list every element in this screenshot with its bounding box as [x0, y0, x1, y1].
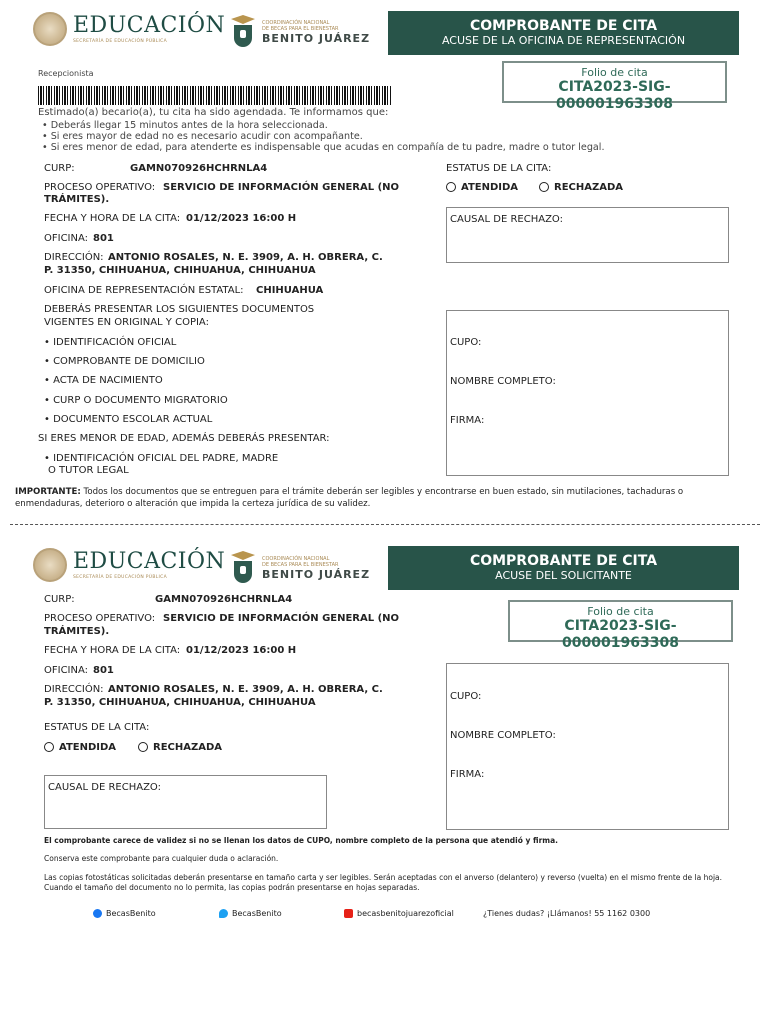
benito-juarez-logo: [230, 15, 370, 49]
office-signature-box[interactable]: [446, 310, 729, 476]
office-address-label: DIRECCIÓN:: [44, 252, 104, 263]
office-office-value: 801: [93, 233, 114, 244]
attended-label: ATENDIDA: [461, 182, 519, 193]
help-text: ¿Tienes dudas? ¡Llámanos! 55 1162 0300: [483, 909, 651, 918]
doc-item: • CURP O DOCUMENTO MIGRATORIO: [44, 395, 228, 406]
applicant-process-label: PROCESO OPERATIVO:: [44, 613, 156, 624]
bullet-2: • Si eres mayor de edad no es necesario acudir con acompañante.: [42, 131, 363, 142]
applicant-signature-box[interactable]: [446, 663, 729, 830]
applicant-folio-box: [508, 600, 733, 651]
office-process-label: PROCESO OPERATIVO:: [44, 182, 156, 193]
intro-text: Estimado(a) becario(a), tu cita ha sido agendada. Te informamos que:: [38, 107, 389, 118]
applicant-datetime-label: FECHA Y HORA DE LA CITA:: [44, 645, 181, 656]
applicant-status-attended[interactable]: [44, 742, 116, 754]
applicant-office-value: 801: [93, 665, 114, 676]
doc-item: • COMPROBANTE DE DOMICILIO: [44, 356, 205, 367]
validity-note: El comprobante carece de validez si no se llenan los datos de CUPO, nombre completo de la persona que atendió y firma.: [44, 836, 558, 845]
education-logo-sub: SECRETARÍA DE EDUCACIÓN PÚBLICA: [73, 38, 167, 44]
office-datetime-value: 01/12/2023 16:00 H: [186, 213, 297, 224]
bj-line2: DE BECAS PARA EL BIENESTAR: [262, 561, 339, 568]
receptionist-label: Recepcionista: [38, 69, 94, 78]
barcode: [38, 86, 392, 105]
applicant-status-rejected[interactable]: [138, 742, 222, 754]
radio-rejected-icon[interactable]: [138, 742, 148, 752]
office-curp-value: GAMN070926HCHRNLA4: [130, 163, 268, 174]
attended-label: ATENDIDA: [59, 742, 117, 753]
youtube-handle: becasbenitojuarezoficial: [357, 909, 454, 918]
twitter-link[interactable]: [219, 909, 282, 918]
applicant-datetime-value: 01/12/2023 16:00 H: [186, 645, 297, 656]
office-fullname-label: NOMBRE COMPLETO:: [450, 376, 556, 387]
twitter-handle: BecasBenito: [232, 909, 282, 918]
facebook-icon: [93, 909, 102, 918]
docs-intro-1: DEBERÁS PRESENTAR LOS SIGUIENTES DOCUMENTOS: [44, 304, 315, 315]
applicant-folio-label: Folio de cita: [587, 605, 654, 618]
office-status-label: ESTATUS DE LA CITA:: [446, 163, 552, 174]
copies-note-1: Las copias fotostáticas solicitadas deberán presentarse en tamaño carta y ser legibles. Serán aceptadas con el anverso (delantero) y reverso (vuelta) en el mismo frente de la hoja.: [44, 873, 723, 882]
applicant-address-value-2: P. 31350, CHIHUAHUA, CHIHUAHUA, CHIHUAHUA: [44, 697, 316, 708]
office-header-subtitle: ACUSE DE LA OFICINA DE REPRESENTACIÓN: [441, 34, 686, 47]
important-label: IMPORTANTE:: [15, 487, 81, 497]
rejected-label: RECHAZADA: [554, 182, 624, 193]
youtube-link[interactable]: [344, 909, 454, 918]
cut-line: [10, 524, 760, 525]
office-process-value-2: TRÁMITES).: [44, 194, 110, 205]
applicant-reject-cause-label: CAUSAL DE RECHAZO:: [48, 782, 161, 793]
applicant-curp-label: CURP:: [44, 594, 75, 605]
bullet-3: • Si eres menor de edad, para atenderte es indispensable que acudas en compañía de tu padre, madre o tutor legal.: [42, 142, 605, 153]
docs-intro-2: VIGENTES EN ORIGINAL Y COPIA:: [44, 317, 209, 328]
applicant-address-label: DIRECCIÓN:: [44, 684, 104, 695]
office-reject-cause-box[interactable]: [446, 207, 729, 263]
bj-line1: COORDINACIÓN NACIONAL: [262, 555, 330, 562]
applicant-header: [388, 546, 739, 590]
radio-attended-icon[interactable]: [446, 182, 456, 192]
help-phone: [483, 909, 650, 918]
education-logo: [33, 548, 225, 582]
graduate-shield-icon: [230, 15, 256, 49]
office-datetime-label: FECHA Y HORA DE LA CITA:: [44, 213, 181, 224]
applicant-fullname-label: NOMBRE COMPLETO:: [450, 730, 556, 741]
doc-item: • IDENTIFICACIÓN OFICIAL: [44, 337, 177, 348]
office-curp-label: CURP:: [44, 163, 75, 174]
applicant-reject-cause-box[interactable]: [44, 775, 327, 829]
applicant-header-title: COMPROBANTE DE CITA: [469, 553, 658, 569]
radio-attended-icon[interactable]: [44, 742, 54, 752]
office-office-label: OFICINA:: [44, 233, 89, 244]
bj-line2: DE BECAS PARA EL BIENESTAR: [262, 25, 339, 32]
office-process-value-1: SERVICIO DE INFORMACIÓN GENERAL (NO: [163, 182, 400, 193]
office-address-value-1: ANTONIO ROSALES, N. E. 3909, A. H. OBRERA, C.: [108, 252, 383, 263]
important-note: [15, 486, 755, 510]
doc-item: • DOCUMENTO ESCOLAR ACTUAL: [44, 414, 213, 425]
twitter-icon: [219, 909, 228, 918]
minor-intro: SI ERES MENOR DE EDAD, ADEMÁS DEBERÁS PRESENTAR:: [38, 433, 330, 444]
education-logo-name: EDUCACIÓN: [73, 548, 226, 574]
office-header: [388, 11, 739, 55]
office-signature-label: FIRMA:: [450, 415, 485, 426]
mexico-seal-icon: [33, 12, 67, 46]
applicant-folio-value: CITA2023-SIG-000001963308: [562, 618, 679, 651]
radio-rejected-icon[interactable]: [539, 182, 549, 192]
facebook-link[interactable]: [93, 909, 156, 918]
office-folio-value: CITA2023-SIG-000001963308: [556, 79, 673, 112]
education-logo-name: EDUCACIÓN: [73, 12, 226, 38]
applicant-status-label: ESTATUS DE LA CITA:: [44, 722, 150, 733]
applicant-office-label: OFICINA:: [44, 665, 89, 676]
bj-line1: COORDINACIÓN NACIONAL: [262, 19, 330, 26]
office-folio-box: [502, 61, 727, 112]
applicant-address-value-1: ANTONIO ROSALES, N. E. 3909, A. H. OBRERA, C.: [108, 684, 383, 695]
graduate-shield-icon: [230, 551, 256, 585]
applicant-cupo-label: CUPO:: [450, 691, 482, 702]
applicant-signature-label: FIRMA:: [450, 769, 485, 780]
office-status-rejected[interactable]: [539, 182, 623, 194]
bullet-1: • Deberás llegar 15 minutos antes de la hora seleccionada.: [42, 120, 328, 131]
minor-doc-2: O TUTOR LEGAL: [48, 465, 129, 476]
education-logo-sub: SECRETARÍA DE EDUCACIÓN PÚBLICA: [73, 574, 167, 580]
important-text-2: enmendaduras, deterioro o alteración que impida la certeza jurídica de su validez.: [15, 499, 371, 509]
applicant-process-value-1: SERVICIO DE INFORMACIÓN GENERAL (NO: [163, 613, 400, 624]
facebook-handle: BecasBenito: [106, 909, 156, 918]
office-folio-label: Folio de cita: [581, 66, 648, 79]
important-text-1: Todos los documentos que se entreguen para el trámite deberán ser legibles y encontrarse en buen estado, sin mutilaciones, tachaduras o: [83, 487, 684, 497]
bj-name: BENITO JUÁREZ: [262, 31, 371, 45]
office-cupo-label: CUPO:: [450, 337, 482, 348]
bj-name: BENITO JUÁREZ: [262, 567, 371, 581]
minor-doc-1: • IDENTIFICACIÓN OFICIAL DEL PADRE, MADRE: [44, 453, 279, 464]
copies-note-2: Cuando el tamaño del documento no lo permita, las copias podrán presentarse en hojas separadas.: [44, 883, 420, 892]
youtube-icon: [344, 909, 353, 918]
office-reject-cause-label: CAUSAL DE RECHAZO:: [450, 214, 563, 225]
applicant-process-value-2: TRÁMITES).: [44, 626, 110, 637]
rejected-label: RECHAZADA: [153, 742, 223, 753]
state-office-value: CHIHUAHUA: [256, 285, 324, 296]
mexico-seal-icon: [33, 548, 67, 582]
office-header-title: COMPROBANTE DE CITA: [469, 18, 658, 34]
office-address-value-2: P. 31350, CHIHUAHUA, CHIHUAHUA, CHIHUAHUA: [44, 265, 316, 276]
applicant-curp-value: GAMN070926HCHRNLA4: [155, 594, 293, 605]
state-office-label: OFICINA DE REPRESENTACIÓN ESTATAL:: [44, 285, 244, 296]
education-logo: [33, 12, 225, 46]
office-status-attended[interactable]: [446, 182, 518, 194]
keep-note: Conserva este comprobante para cualquier duda o aclaración.: [44, 854, 279, 863]
applicant-header-subtitle: ACUSE DEL SOLICITANTE: [495, 569, 632, 582]
benito-juarez-logo: [230, 551, 370, 585]
doc-item: • ACTA DE NACIMIENTO: [44, 375, 163, 386]
